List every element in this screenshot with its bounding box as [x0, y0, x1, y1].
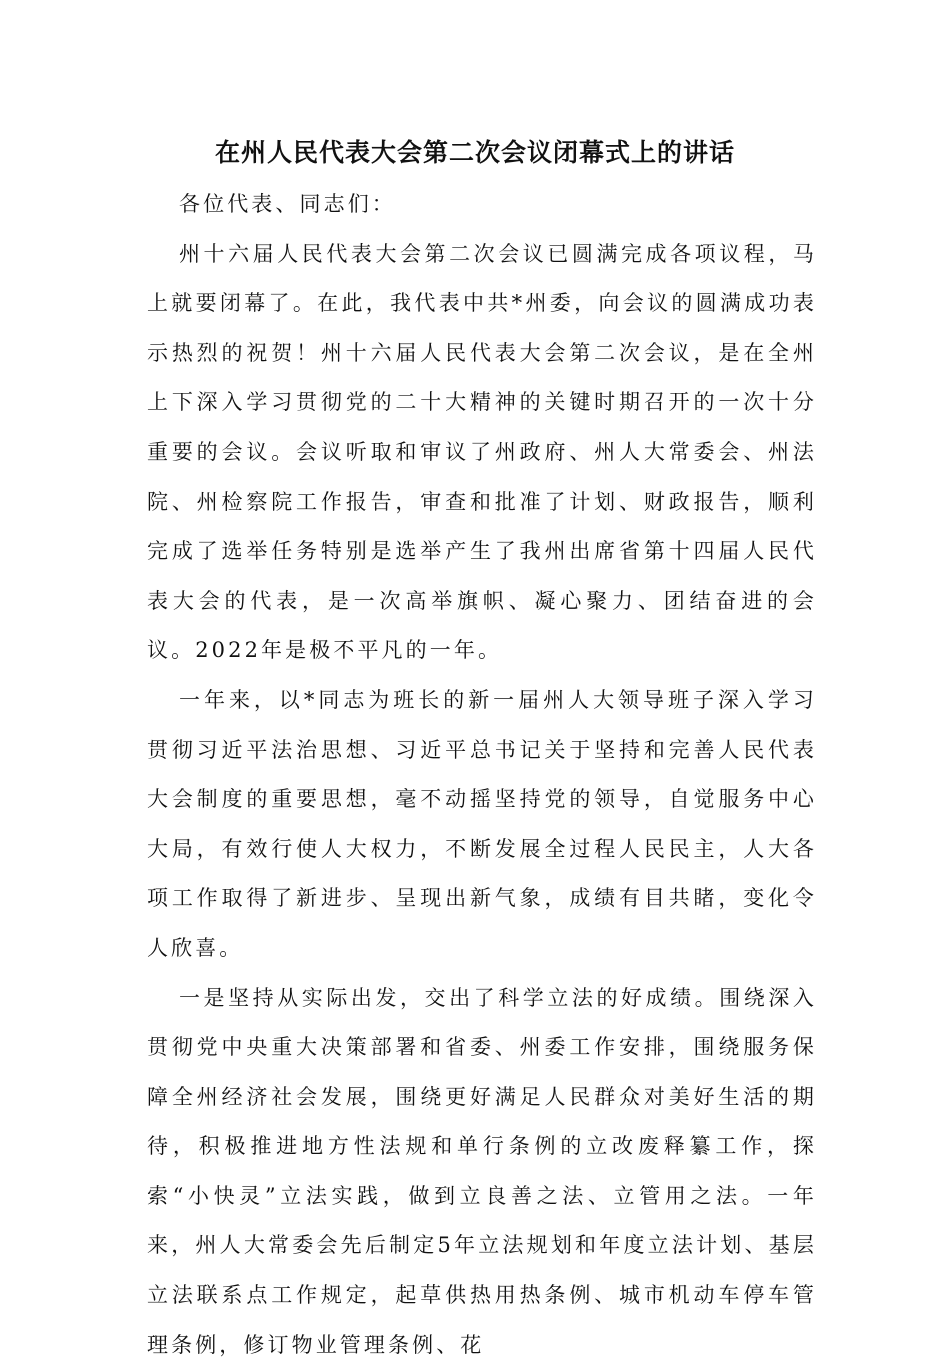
salutation: 各位代表、同志们： — [147, 180, 817, 230]
document-title: 在州人民代表大会第二次会议闭幕式上的讲话 — [0, 133, 950, 173]
paragraph-2: 一年来，以*同志为班长的新一届州人大领导班子深入学习贯彻习近平法治思想、习近平总书记关于坚持和完善人民代表大会制度的重要思想，毫不动摇坚持党的领导，自觉服务中心大局，有效行使人大权力，不断发展全过程人民民主，人大各项工作取得了新进步、呈现出新气象，成绩有目共睹，变化令人欣喜。 — [147, 676, 817, 974]
paragraph-3: 一是坚持从实际出发，交出了科学立法的好成绩。围绕深入贯彻党中央重大决策部署和省委、州委工作安排，围绕服务保障全州经济社会发展，围绕更好满足人民群众对美好生活的期待，积极推进地方性法规和单行条例的立改废释纂工作，探索“小快灵”立法实践，做到立良善之法、立管用之法。一年来，州人大常委会先后制定5年立法规划和年度立法计划、基层立法联系点工作规定，起草供热用热条例、城市机动车停车管理条例，修订物业管理条例、花 — [147, 974, 817, 1370]
document-body — [147, 180, 817, 1370]
paragraph-1: 州十六届人民代表大会第二次会议已圆满完成各项议程，马上就要闭幕了。在此，我代表中共*州委，向会议的圆满成功表示热烈的祝贺！州十六届人民代表大会第二次会议，是在全州上下深入学习贯彻党的二十大精神的关键时期召开的一次十分重要的会议。会议听取和审议了州政府、州人大常委会、州法院、州检察院工作报告，审查和批准了计划、财政报告，顺利完成了选举任务特别是选举产生了我州出席省第十四届人民代表大会的代表，是一次高举旗帜、凝心聚力、团结奋进的会议。2022年是极不平凡的一年。 — [147, 230, 817, 676]
